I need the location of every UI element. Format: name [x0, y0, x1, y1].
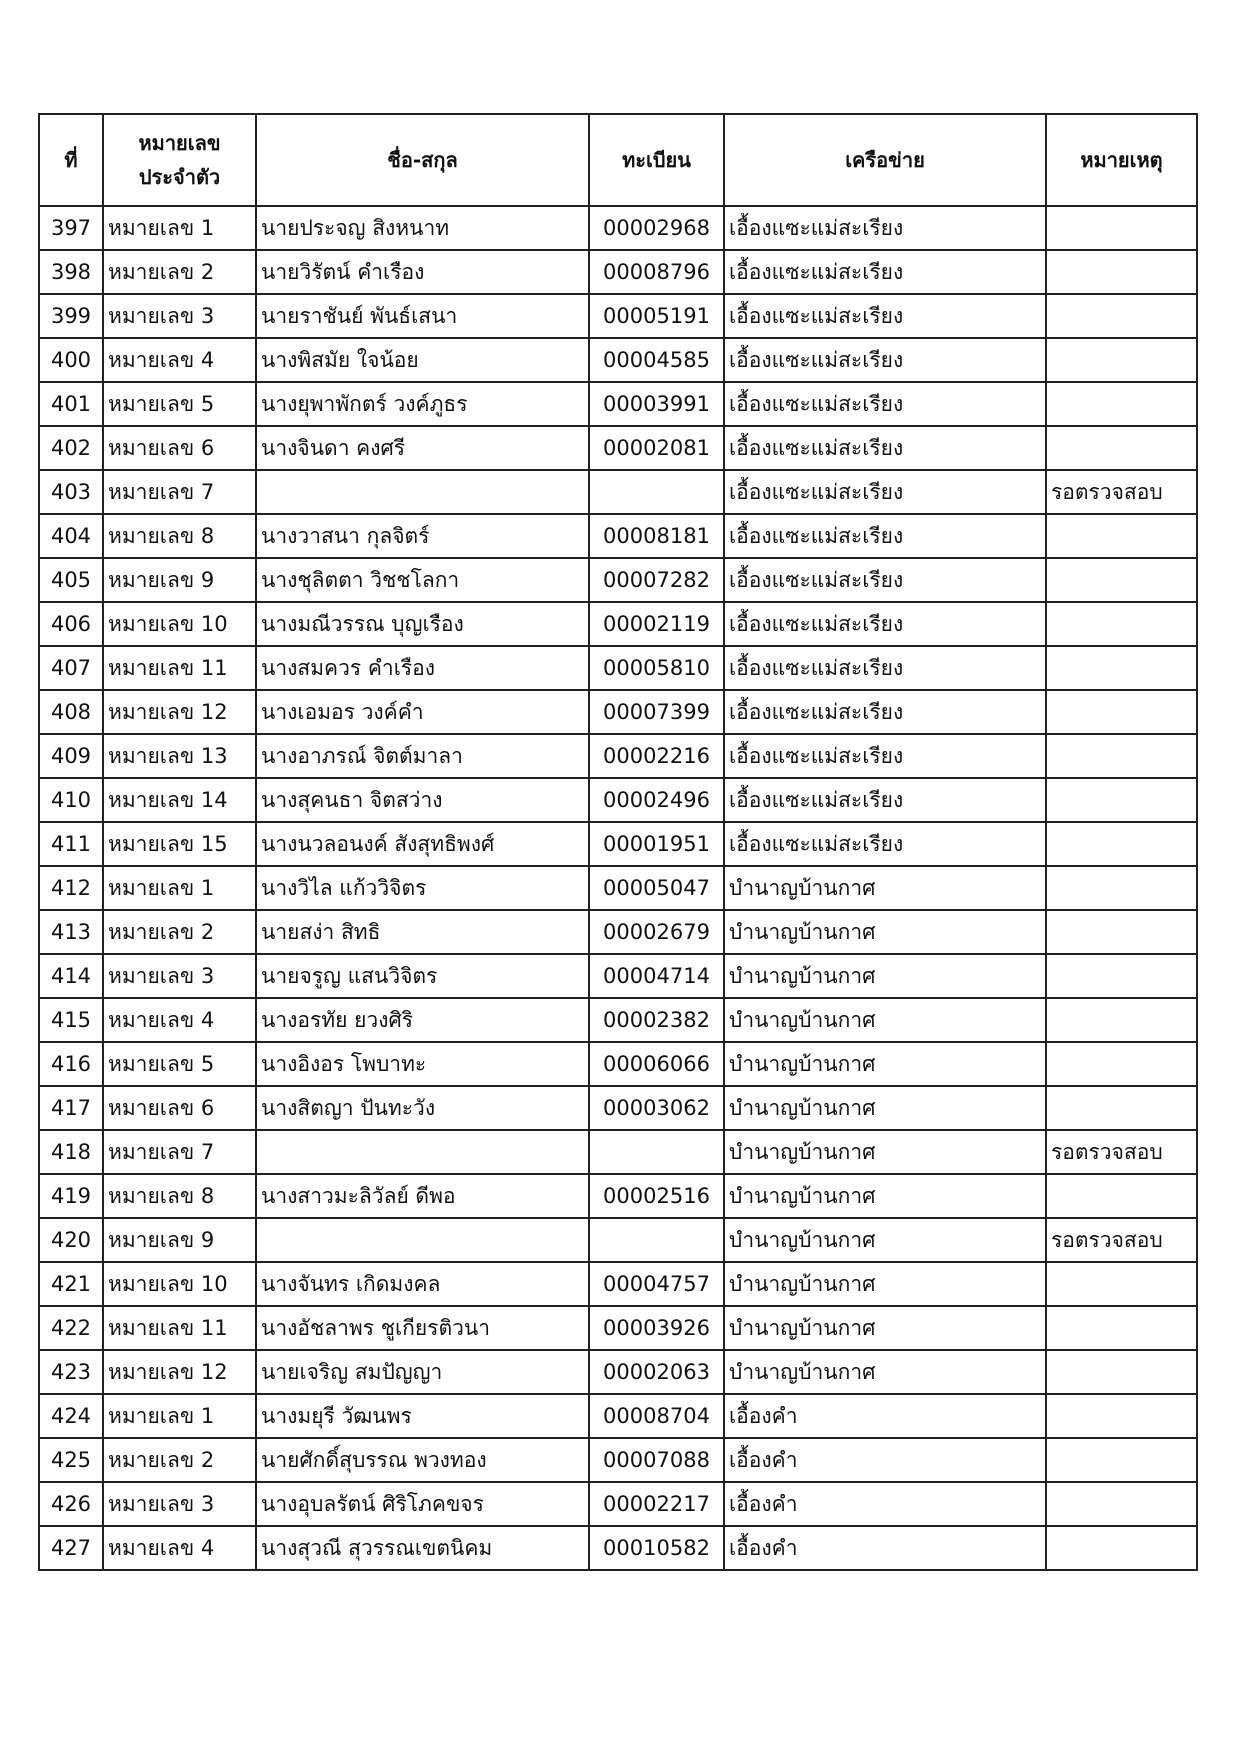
member-id: หมายเลข 4 — [103, 1526, 256, 1570]
remark — [1046, 1526, 1197, 1570]
member-name: นายจรูญ แสนวิจิตร — [256, 954, 589, 998]
member-name: นางจันทร เกิดมงคล — [256, 1262, 589, 1306]
member-id: หมายเลข 2 — [103, 250, 256, 294]
registration-number: 00002216 — [589, 734, 724, 778]
row-number: 425 — [39, 1438, 103, 1482]
table-row — [39, 1218, 1197, 1262]
remark — [1046, 206, 1197, 250]
table-row — [39, 1042, 1197, 1086]
member-name: นางมยุรี วัฒนพร — [256, 1394, 589, 1438]
table-row — [39, 514, 1197, 558]
network-name: เอื้องคำ — [724, 1394, 1046, 1438]
member-name: นางนวลอนงค์ สังสุทธิพงศ์ — [256, 822, 589, 866]
registration-number: 00004757 — [589, 1262, 724, 1306]
row-number: 398 — [39, 250, 103, 294]
registration-number: 00005810 — [589, 646, 724, 690]
table-row — [39, 778, 1197, 822]
registration-number — [589, 1218, 724, 1262]
member-id: หมายเลข 11 — [103, 646, 256, 690]
table-row — [39, 1262, 1197, 1306]
row-number: 423 — [39, 1350, 103, 1394]
registration-number: 00002081 — [589, 426, 724, 470]
table-row — [39, 1350, 1197, 1394]
table-row — [39, 954, 1197, 998]
network-name: เอื้องคำ — [724, 1526, 1046, 1570]
network-name: บำนาญบ้านกาศ — [724, 910, 1046, 954]
registration-number: 00005047 — [589, 866, 724, 910]
header-name: ชื่อ-สกุล — [256, 114, 589, 206]
network-name: บำนาญบ้านกาศ — [724, 1350, 1046, 1394]
remark — [1046, 866, 1197, 910]
row-number: 403 — [39, 470, 103, 514]
member-name: นางสาวมะลิวัลย์ ดีพอ — [256, 1174, 589, 1218]
table-row — [39, 734, 1197, 778]
remark — [1046, 998, 1197, 1042]
table-row — [39, 250, 1197, 294]
member-name: นางสุวณี สุวรรณเขตนิคม — [256, 1526, 589, 1570]
member-name: นางอิงอร โพบาทะ — [256, 1042, 589, 1086]
member-name: นางยุพาพักตร์ วงค์ภูธร — [256, 382, 589, 426]
table-row — [39, 1482, 1197, 1526]
registration-number: 00002119 — [589, 602, 724, 646]
remark — [1046, 1174, 1197, 1218]
registration-number: 00003062 — [589, 1086, 724, 1130]
member-name — [256, 470, 589, 514]
row-number: 421 — [39, 1262, 103, 1306]
network-name: เอื้องแซะแม่สะเรียง — [724, 602, 1046, 646]
table-row — [39, 338, 1197, 382]
table-row — [39, 866, 1197, 910]
row-number: 420 — [39, 1218, 103, 1262]
row-number: 416 — [39, 1042, 103, 1086]
network-name: บำนาญบ้านกาศ — [724, 866, 1046, 910]
row-number: 409 — [39, 734, 103, 778]
network-name: เอื้องแซะแม่สะเรียง — [724, 558, 1046, 602]
member-id: หมายเลข 14 — [103, 778, 256, 822]
network-name: เอื้องแซะแม่สะเรียง — [724, 206, 1046, 250]
member-id: หมายเลข 12 — [103, 1350, 256, 1394]
network-name: เอื้องแซะแม่สะเรียง — [724, 734, 1046, 778]
remark — [1046, 602, 1197, 646]
member-name: นางพิสมัย ใจน้อย — [256, 338, 589, 382]
table-row — [39, 206, 1197, 250]
remark — [1046, 1262, 1197, 1306]
registration-number: 00003991 — [589, 382, 724, 426]
row-number: 414 — [39, 954, 103, 998]
row-number: 426 — [39, 1482, 103, 1526]
network-name: เอื้องคำ — [724, 1438, 1046, 1482]
member-id: หมายเลข 8 — [103, 514, 256, 558]
network-name: เอื้องแซะแม่สะเรียง — [724, 778, 1046, 822]
header-remark: หมายเหตุ — [1046, 114, 1197, 206]
remark — [1046, 778, 1197, 822]
network-name: เอื้องแซะแม่สะเรียง — [724, 426, 1046, 470]
registration-number: 00002679 — [589, 910, 724, 954]
member-id: หมายเลข 1 — [103, 1394, 256, 1438]
network-name: บำนาญบ้านกาศ — [724, 1306, 1046, 1350]
network-name: เอื้องแซะแม่สะเรียง — [724, 470, 1046, 514]
remark — [1046, 646, 1197, 690]
registration-number: 00002063 — [589, 1350, 724, 1394]
member-id: หมายเลข 5 — [103, 1042, 256, 1086]
member-name: นางชุลิตตา วิชชโลกา — [256, 558, 589, 602]
network-name: เอื้องแซะแม่สะเรียง — [724, 294, 1046, 338]
header-id-line1: หมายเลข — [138, 131, 221, 155]
member-id: หมายเลข 4 — [103, 338, 256, 382]
remark — [1046, 1394, 1197, 1438]
remark — [1046, 558, 1197, 602]
remark — [1046, 338, 1197, 382]
member-id: หมายเลข 6 — [103, 1086, 256, 1130]
registration-number: 00001951 — [589, 822, 724, 866]
header-row — [39, 114, 1197, 206]
remark — [1046, 382, 1197, 426]
member-id: หมายเลข 4 — [103, 998, 256, 1042]
remark — [1046, 1086, 1197, 1130]
remark — [1046, 1306, 1197, 1350]
member-name: นางวาสนา กุลจิตร์ — [256, 514, 589, 558]
member-name — [256, 1130, 589, 1174]
registration-number: 00008796 — [589, 250, 724, 294]
table-row — [39, 646, 1197, 690]
member-name: นางสมควร คำเรือง — [256, 646, 589, 690]
member-id: หมายเลข 1 — [103, 866, 256, 910]
registration-number: 00008181 — [589, 514, 724, 558]
row-number: 415 — [39, 998, 103, 1042]
table-row — [39, 1526, 1197, 1570]
table-row — [39, 1130, 1197, 1174]
member-id: หมายเลข 15 — [103, 822, 256, 866]
network-name: บำนาญบ้านกาศ — [724, 1130, 1046, 1174]
table-row — [39, 294, 1197, 338]
member-id: หมายเลข 13 — [103, 734, 256, 778]
member-name: นางสิตญา ปันทะวัง — [256, 1086, 589, 1130]
row-number: 406 — [39, 602, 103, 646]
remark — [1046, 954, 1197, 998]
row-number: 399 — [39, 294, 103, 338]
member-name: นายประจญ สิงหนาท — [256, 206, 589, 250]
member-name: นายวิรัตน์ คำเรือง — [256, 250, 589, 294]
row-number: 411 — [39, 822, 103, 866]
network-name: บำนาญบ้านกาศ — [724, 1086, 1046, 1130]
network-name: เอื้องคำ — [724, 1482, 1046, 1526]
row-number: 410 — [39, 778, 103, 822]
member-name: นางจินดา คงศรี — [256, 426, 589, 470]
remark — [1046, 1042, 1197, 1086]
row-number: 400 — [39, 338, 103, 382]
table-row — [39, 1438, 1197, 1482]
header-id-line2: ประจำตัว — [138, 165, 221, 189]
row-number: 397 — [39, 206, 103, 250]
registration-number: 00007088 — [589, 1438, 724, 1482]
row-number: 419 — [39, 1174, 103, 1218]
remark — [1046, 294, 1197, 338]
table-row — [39, 426, 1197, 470]
registration-number: 00002382 — [589, 998, 724, 1042]
member-name: นางอาภรณ์ จิตต์มาลา — [256, 734, 589, 778]
row-number: 424 — [39, 1394, 103, 1438]
registration-number: 00007282 — [589, 558, 724, 602]
network-name: บำนาญบ้านกาศ — [724, 1218, 1046, 1262]
table-row — [39, 910, 1197, 954]
remark: รอตรวจสอบ — [1046, 1218, 1197, 1262]
member-id: หมายเลข 3 — [103, 294, 256, 338]
member-id: หมายเลข 2 — [103, 1438, 256, 1482]
row-number: 402 — [39, 426, 103, 470]
member-name: นางอรทัย ยวงศิริ — [256, 998, 589, 1042]
network-name: เอื้องแซะแม่สะเรียง — [724, 822, 1046, 866]
row-number: 401 — [39, 382, 103, 426]
member-name: นางอุบลรัตน์ ศิริโภคขจร — [256, 1482, 589, 1526]
member-id: หมายเลข 5 — [103, 382, 256, 426]
remark — [1046, 514, 1197, 558]
member-name: นายราชันย์ พันธ์เสนา — [256, 294, 589, 338]
registration-number: 00010582 — [589, 1526, 724, 1570]
network-name: เอื้องแซะแม่สะเรียง — [724, 690, 1046, 734]
member-id: หมายเลข 10 — [103, 1262, 256, 1306]
member-id: หมายเลข 3 — [103, 954, 256, 998]
table-row — [39, 602, 1197, 646]
header-registration: ทะเบียน — [589, 114, 724, 206]
member-id: หมายเลข 11 — [103, 1306, 256, 1350]
remark — [1046, 250, 1197, 294]
registration-number: 00002217 — [589, 1482, 724, 1526]
network-name: เอื้องแซะแม่สะเรียง — [724, 250, 1046, 294]
member-name: นางสุคนธา จิตสว่าง — [256, 778, 589, 822]
member-name: นางเอมอร วงค์คำ — [256, 690, 589, 734]
network-name: เอื้องแซะแม่สะเรียง — [724, 514, 1046, 558]
member-name: นายเจริญ สมปัญญา — [256, 1350, 589, 1394]
remark — [1046, 690, 1197, 734]
table-row — [39, 1306, 1197, 1350]
row-number: 412 — [39, 866, 103, 910]
member-id: หมายเลข 2 — [103, 910, 256, 954]
table-row — [39, 470, 1197, 514]
remark — [1046, 822, 1197, 866]
remark — [1046, 1482, 1197, 1526]
network-name: เอื้องแซะแม่สะเรียง — [724, 382, 1046, 426]
table-row — [39, 1086, 1197, 1130]
remark — [1046, 910, 1197, 954]
registration-number: 00002496 — [589, 778, 724, 822]
row-number: 408 — [39, 690, 103, 734]
remark: รอตรวจสอบ — [1046, 470, 1197, 514]
member-name: นายสง่า สิทธิ — [256, 910, 589, 954]
table-row — [39, 998, 1197, 1042]
network-name: บำนาญบ้านกาศ — [724, 1042, 1046, 1086]
member-id: หมายเลข 9 — [103, 1218, 256, 1262]
row-number: 407 — [39, 646, 103, 690]
remark — [1046, 734, 1197, 778]
table-row — [39, 690, 1197, 734]
member-name: นางวิไล แก้ววิจิตร — [256, 866, 589, 910]
table-row — [39, 822, 1197, 866]
row-number: 417 — [39, 1086, 103, 1130]
registration-number: 00006066 — [589, 1042, 724, 1086]
table-row — [39, 1394, 1197, 1438]
network-name: บำนาญบ้านกาศ — [724, 998, 1046, 1042]
table-header — [39, 114, 1197, 206]
header-network: เครือข่าย — [724, 114, 1046, 206]
row-number: 404 — [39, 514, 103, 558]
member-id: หมายเลข 7 — [103, 1130, 256, 1174]
remark: รอตรวจสอบ — [1046, 1130, 1197, 1174]
registration-number: 00004585 — [589, 338, 724, 382]
row-number: 413 — [39, 910, 103, 954]
registration-number — [589, 470, 724, 514]
registration-number: 00007399 — [589, 690, 724, 734]
member-id: หมายเลข 10 — [103, 602, 256, 646]
member-id: หมายเลข 8 — [103, 1174, 256, 1218]
member-id: หมายเลข 3 — [103, 1482, 256, 1526]
member-id: หมายเลข 12 — [103, 690, 256, 734]
row-number: 427 — [39, 1526, 103, 1570]
network-name: เอื้องแซะแม่สะเรียง — [724, 338, 1046, 382]
remark — [1046, 1350, 1197, 1394]
remark — [1046, 426, 1197, 470]
registration-number: 00002968 — [589, 206, 724, 250]
member-id: หมายเลข 7 — [103, 470, 256, 514]
member-name: นางมณีวรรณ บุญเรือง — [256, 602, 589, 646]
network-name: บำนาญบ้านกาศ — [724, 954, 1046, 998]
registration-number: 00004714 — [589, 954, 724, 998]
member-id: หมายเลข 6 — [103, 426, 256, 470]
member-table — [38, 113, 1198, 1571]
member-id: หมายเลข 1 — [103, 206, 256, 250]
registration-number: 00008704 — [589, 1394, 724, 1438]
network-name: บำนาญบ้านกาศ — [724, 1174, 1046, 1218]
header-no: ที่ — [39, 114, 103, 206]
header-id — [103, 114, 256, 206]
table-row — [39, 382, 1197, 426]
network-name: เอื้องแซะแม่สะเรียง — [724, 646, 1046, 690]
registration-number: 00003926 — [589, 1306, 724, 1350]
registration-number: 00002516 — [589, 1174, 724, 1218]
remark — [1046, 1438, 1197, 1482]
member-name: นายศักดิ์สุบรรณ พวงทอง — [256, 1438, 589, 1482]
table-row — [39, 558, 1197, 602]
member-name: นางอัชลาพร ชูเกียรติวนา — [256, 1306, 589, 1350]
row-number: 422 — [39, 1306, 103, 1350]
registration-number — [589, 1130, 724, 1174]
member-id: หมายเลข 9 — [103, 558, 256, 602]
row-number: 418 — [39, 1130, 103, 1174]
registration-number: 00005191 — [589, 294, 724, 338]
table-body — [39, 206, 1197, 1570]
network-name: บำนาญบ้านกาศ — [724, 1262, 1046, 1306]
row-number: 405 — [39, 558, 103, 602]
table-row — [39, 1174, 1197, 1218]
member-name — [256, 1218, 589, 1262]
